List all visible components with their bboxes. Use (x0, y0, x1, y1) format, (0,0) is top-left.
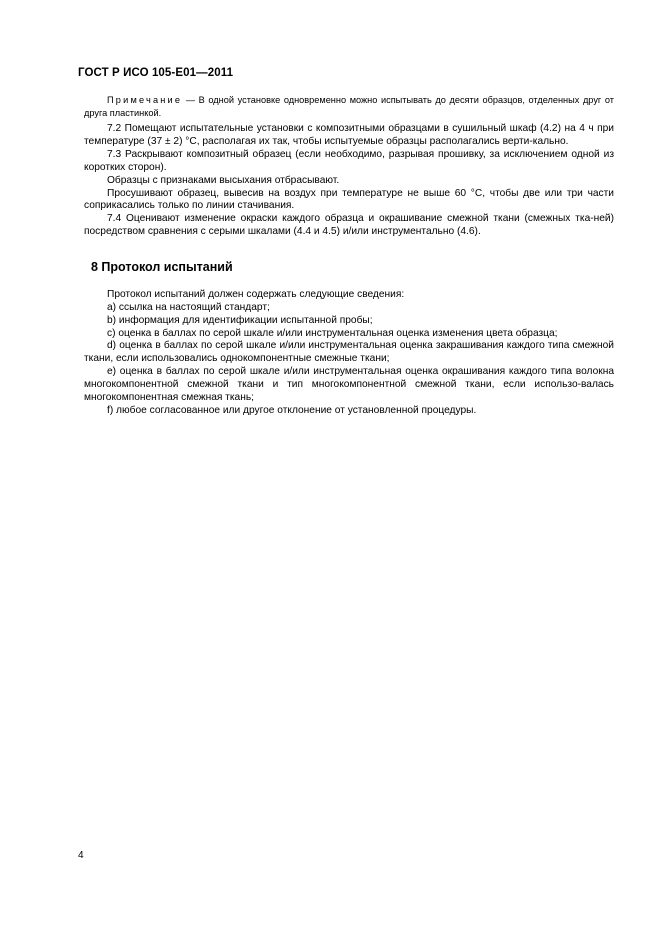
paragraph-7-3-discard: Образцы с признаками высыхания отбрасывают. (107, 174, 340, 186)
note (84, 94, 614, 120)
list-item-f: f) любое согласованное или другое отклонение от установленной процедуры. (107, 404, 477, 416)
note-label: Примечание (107, 95, 183, 105)
paragraph-7-3: 7.3 Раскрывают композитный образец (если необходимо, разрывая прошивку, за исключением одной из коротких сторон). (84, 149, 614, 173)
paragraph-7-4: 7.4 Оценивают изменение окраски каждого образца и окрашивание смежной ткани (смежных тка-ней) посредством сравнения с серыми шкалами (4.4 и 4.5) и/или инструментально (4.6). (84, 213, 614, 238)
paragraph-7-3-dry: Просушивают образец, вывесив на воздух при температуре не выше 60 °С, чтобы две или три части соприкасались только по линии стачивания. (84, 187, 614, 212)
page-number: 4 (78, 850, 84, 861)
document-header: ГОСТ Р ИСО 105-E01—2011 (78, 67, 234, 79)
note-text: — В одной установке одновременно можно испытывать до десяти образцов, отделенных друг от друга пластинкой. (84, 95, 615, 119)
document-body (84, 94, 614, 417)
section-8-title: 8 Протокол испытаний (91, 260, 233, 274)
list-item-a: a) ссылка на настоящий стандарт; (107, 301, 270, 313)
list-item-d: d) оценка в баллах по серой шкале и/или инструментальная оценка закрашивания каждого типа смежной ткани, если использовались однокомпонентные смежные ткани; (84, 340, 614, 365)
list-item-e: e) оценка в баллах по серой шкале и/или инструментальная оценка окрашивания каждого типа волокна многокомпонентной смежной ткани и тип многокомпонентной смежной ткани, если использо-валась многокомпонентная смежная ткань; (84, 366, 614, 403)
list-item-b: b) информация для идентификации испытанной пробы; (107, 314, 373, 326)
section-8-intro: Протокол испытаний должен содержать следующие сведения: (107, 289, 405, 300)
list-item-c: c) оценка в баллах по серой шкале и/или инструментальная оценка изменения цвета образца; (107, 327, 558, 339)
paragraph-7-2: 7.2 Помещают испытательные установки с композитными образцами в сушильный шкаф (4.2) на 4 ч при температуре (37 ± 2) °С, располагая их так, чтобы испытуемые образцы располагались верти-кально. (84, 123, 614, 148)
